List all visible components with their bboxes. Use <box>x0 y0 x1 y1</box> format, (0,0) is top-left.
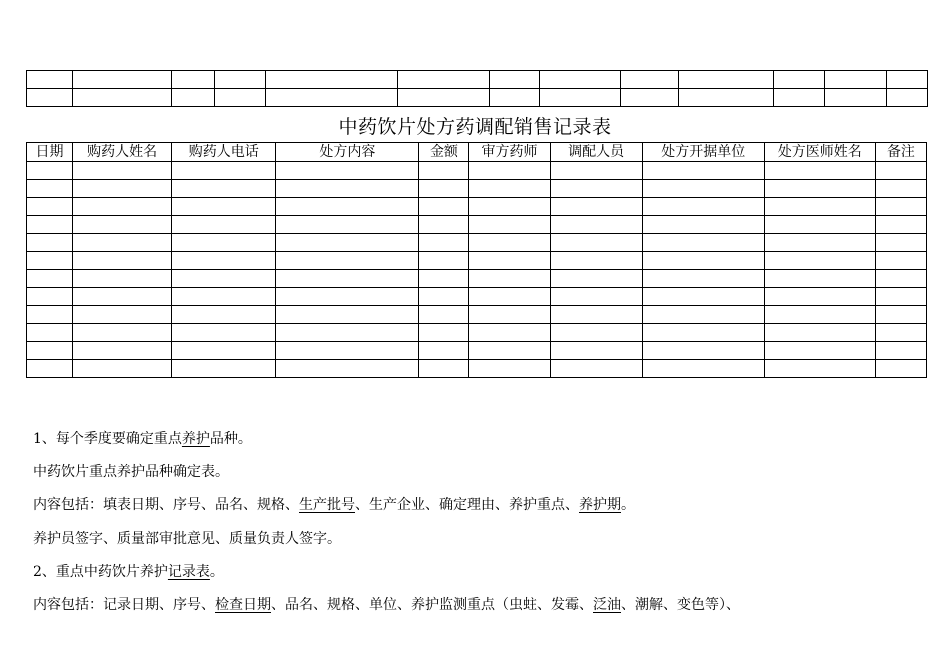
table-cell <box>642 198 764 216</box>
table-cell <box>172 288 276 306</box>
header-buyer-name: 购药人姓名 <box>73 143 172 162</box>
table-cell <box>642 252 764 270</box>
table-row <box>27 270 927 288</box>
table-cell <box>73 162 172 180</box>
table-cell <box>642 270 764 288</box>
table-cell <box>276 306 419 324</box>
table-cell <box>73 198 172 216</box>
table-row <box>27 306 927 324</box>
table-cell <box>764 234 875 252</box>
table-cell <box>764 324 875 342</box>
header-doctor-name: 处方医师姓名 <box>764 143 875 162</box>
table-cell <box>276 252 419 270</box>
table-cell <box>419 360 469 378</box>
table-cell <box>73 324 172 342</box>
table-body <box>27 162 927 378</box>
table-cell <box>27 216 73 234</box>
table-cell <box>550 288 642 306</box>
table-cell <box>73 252 172 270</box>
table-cell <box>276 216 419 234</box>
table-cell <box>550 162 642 180</box>
table-cell <box>764 216 875 234</box>
header-buyer-phone: 购药人电话 <box>172 143 276 162</box>
table-cell <box>642 162 764 180</box>
table-cell <box>172 180 276 198</box>
table-cell <box>73 306 172 324</box>
table-row <box>27 234 927 252</box>
table-cell <box>419 216 469 234</box>
table-cell <box>172 198 276 216</box>
table-row <box>27 71 928 89</box>
table-row <box>27 360 927 378</box>
table-cell <box>419 288 469 306</box>
table-cell <box>764 180 875 198</box>
table-cell <box>73 360 172 378</box>
table-cell <box>276 288 419 306</box>
table-cell <box>764 270 875 288</box>
table-cell <box>469 324 550 342</box>
table-cell <box>27 288 73 306</box>
table-cell <box>550 216 642 234</box>
header-remarks: 备注 <box>875 143 926 162</box>
header-prescription-content: 处方内容 <box>276 143 419 162</box>
table-cell <box>764 288 875 306</box>
table-cell <box>875 234 926 252</box>
table-row <box>27 252 927 270</box>
table-cell <box>550 234 642 252</box>
table-cell <box>642 234 764 252</box>
header-amount: 金额 <box>419 143 469 162</box>
table-cell <box>550 324 642 342</box>
table-cell <box>642 306 764 324</box>
table-cell <box>27 234 73 252</box>
table-cell <box>550 198 642 216</box>
table-cell <box>875 216 926 234</box>
header-date: 日期 <box>27 143 73 162</box>
table-cell <box>172 342 276 360</box>
table-cell <box>73 216 172 234</box>
table-cell <box>764 360 875 378</box>
table-cell <box>419 252 469 270</box>
paragraph-6: 内容包括：记录日期、序号、检查日期、品名、规格、单位、养护监测重点（虫蛀、发霉、泛油、潮解、变色等）、 <box>33 597 740 613</box>
table-cell <box>469 198 550 216</box>
table-cell <box>27 198 73 216</box>
table-cell <box>875 162 926 180</box>
table-cell <box>172 252 276 270</box>
table-cell <box>419 180 469 198</box>
table-cell <box>27 252 73 270</box>
table-header-row <box>27 143 927 162</box>
table-cell <box>276 162 419 180</box>
table-cell <box>419 270 469 288</box>
table-cell <box>27 360 73 378</box>
table-cell <box>875 288 926 306</box>
table-cell <box>642 288 764 306</box>
table-row <box>27 216 927 234</box>
table-cell <box>172 306 276 324</box>
table-cell <box>419 198 469 216</box>
table-row <box>27 342 927 360</box>
table-cell <box>642 342 764 360</box>
table-cell <box>764 252 875 270</box>
table-row <box>27 162 927 180</box>
header-issuing-unit: 处方开据单位 <box>642 143 764 162</box>
table-cell <box>276 198 419 216</box>
table-cell <box>875 324 926 342</box>
paragraph-3: 内容包括：填表日期、序号、品名、规格、生产批号、生产企业、确定理由、养护重点、养护期。 <box>33 497 635 513</box>
table-cell <box>27 162 73 180</box>
table-cell <box>276 360 419 378</box>
table-cell <box>27 324 73 342</box>
paragraph-2: 中药饮片重点养护品种确定表。 <box>33 464 229 480</box>
table-cell <box>642 360 764 378</box>
table-cell <box>172 234 276 252</box>
table-cell <box>550 360 642 378</box>
table-cell <box>875 270 926 288</box>
table-cell <box>73 234 172 252</box>
previous-table-fragment <box>26 70 928 107</box>
table-cell <box>73 342 172 360</box>
table-cell <box>419 162 469 180</box>
table-cell <box>276 234 419 252</box>
table-cell <box>469 216 550 234</box>
table-cell <box>276 180 419 198</box>
table-row <box>27 288 927 306</box>
table-cell <box>469 180 550 198</box>
table-cell <box>73 270 172 288</box>
table-cell <box>642 216 764 234</box>
table-cell <box>469 342 550 360</box>
prescription-record-table <box>26 142 927 378</box>
table-cell <box>764 306 875 324</box>
table-cell <box>419 234 469 252</box>
table-cell <box>875 342 926 360</box>
table-cell <box>875 180 926 198</box>
table-cell <box>276 342 419 360</box>
table-cell <box>550 252 642 270</box>
table-cell <box>642 324 764 342</box>
table-cell <box>550 306 642 324</box>
table-cell <box>27 342 73 360</box>
table-cell <box>469 306 550 324</box>
header-dispenser: 调配人员 <box>550 143 642 162</box>
table-cell <box>469 162 550 180</box>
paragraph-5: 2、重点中药饮片养护记录表。 <box>33 564 224 580</box>
header-reviewing-pharmacist: 审方药师 <box>469 143 550 162</box>
table-cell <box>469 288 550 306</box>
table-cell <box>419 342 469 360</box>
paragraph-1: 1、每个季度要确定重点养护品种。 <box>33 431 252 447</box>
table-row <box>27 89 928 107</box>
table-cell <box>27 306 73 324</box>
table-cell <box>875 252 926 270</box>
table-cell <box>764 342 875 360</box>
table-cell <box>172 162 276 180</box>
table-cell <box>469 252 550 270</box>
table-cell <box>875 198 926 216</box>
table-cell <box>73 288 172 306</box>
table-cell <box>875 306 926 324</box>
table-row <box>27 180 927 198</box>
table-cell <box>276 270 419 288</box>
table-cell <box>764 162 875 180</box>
table-cell <box>550 270 642 288</box>
table-cell <box>27 270 73 288</box>
table-row <box>27 198 927 216</box>
table-cell <box>469 360 550 378</box>
table-cell <box>172 270 276 288</box>
table-cell <box>172 360 276 378</box>
table-cell <box>764 198 875 216</box>
table-title: 中药饮片处方药调配销售记录表 <box>338 116 612 138</box>
table-cell <box>73 180 172 198</box>
table-cell <box>642 180 764 198</box>
paragraph-4: 养护员签字、质量部审批意见、质量负责人签字。 <box>33 531 341 547</box>
table-cell <box>469 234 550 252</box>
table-cell <box>469 270 550 288</box>
table-cell <box>550 180 642 198</box>
table-cell <box>172 324 276 342</box>
table-cell <box>419 306 469 324</box>
table-cell <box>550 342 642 360</box>
table-cell <box>419 324 469 342</box>
table-cell <box>172 216 276 234</box>
table-cell <box>27 180 73 198</box>
table-cell <box>276 324 419 342</box>
table-cell <box>875 360 926 378</box>
table-row <box>27 324 927 342</box>
